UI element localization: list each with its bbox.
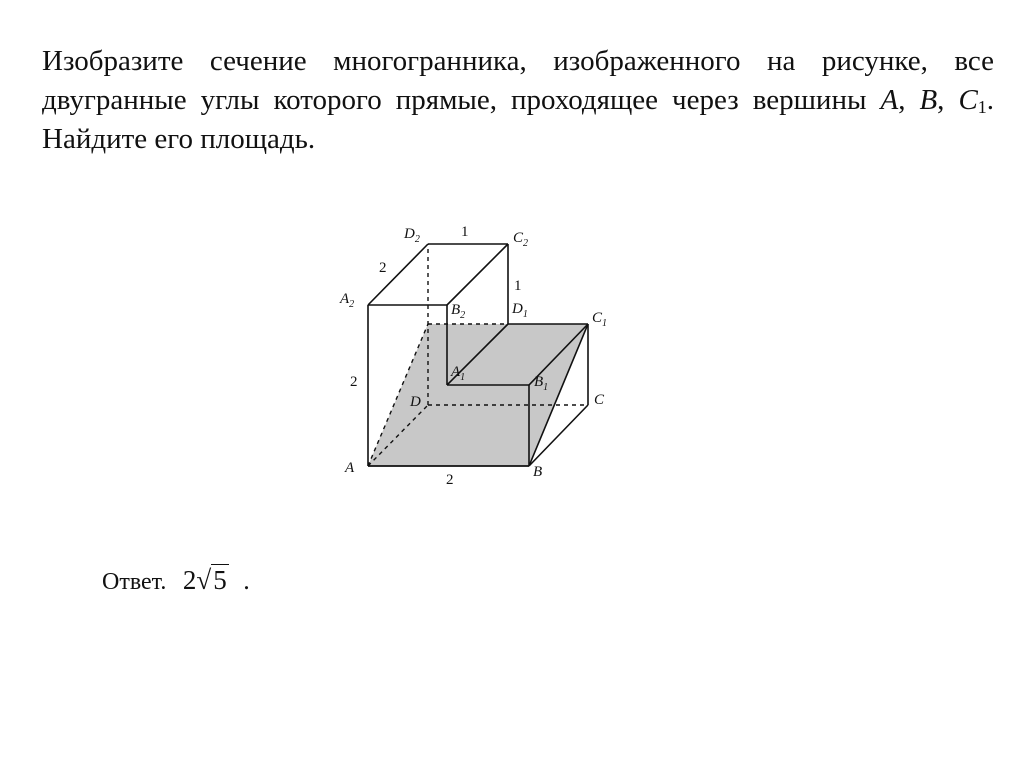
label-a2: $A_2$ xyxy=(340,291,355,310)
vertex-a-label: A xyxy=(880,84,899,116)
label-b: B xyxy=(533,464,543,480)
problem-text-before: Изобразите сечение многогранника, изображенного на рисунке, все двугранные углы которого прямые, проходящее через вершины xyxy=(42,45,994,116)
polyhedron-drawing xyxy=(330,210,650,500)
label-c1: $C_1$ xyxy=(592,310,608,329)
vertex-c1-subscript: 1 xyxy=(977,97,987,117)
label-c2: $C_2$ xyxy=(513,230,529,249)
problem-text xyxy=(42,42,994,159)
answer-line xyxy=(102,560,250,602)
separator: , xyxy=(898,84,920,116)
separator: , xyxy=(937,84,959,116)
edge-a2-d2 xyxy=(368,244,428,305)
edge-b2-c2 xyxy=(447,244,508,305)
vertex-b-label: B xyxy=(919,84,938,116)
label-a: A xyxy=(345,460,355,476)
answer-coefficient: 2 xyxy=(182,565,197,595)
answer-radicand: 5 xyxy=(213,565,227,595)
label-b1: $B_1$ xyxy=(534,374,549,393)
problem-text-after: . Найдите его площадь. xyxy=(42,84,995,155)
label-d2: $D_2$ xyxy=(404,226,420,245)
cross-section-fill xyxy=(368,324,588,466)
polyhedron-figure xyxy=(330,210,650,500)
dimension-top-edge: 1 xyxy=(461,224,469,240)
square-root-icon: √ xyxy=(196,565,212,595)
vertex-c1-label: C xyxy=(958,84,978,116)
dimension-step-height: 1 xyxy=(514,278,522,294)
label-b2: $B_2$ xyxy=(451,302,466,321)
dimension-left-height: 2 xyxy=(350,374,358,390)
label-d: D xyxy=(410,394,421,410)
answer-period: . xyxy=(243,566,250,595)
answer-value xyxy=(183,560,229,600)
label-c: C xyxy=(594,392,605,408)
label-a1: $A_1$ xyxy=(451,364,466,383)
dimension-top-slant: 2 xyxy=(379,260,387,276)
answer-label: Ответ. xyxy=(102,569,167,595)
dimension-bottom-edge: 2 xyxy=(446,472,454,488)
label-d1: $D_1$ xyxy=(512,301,528,320)
